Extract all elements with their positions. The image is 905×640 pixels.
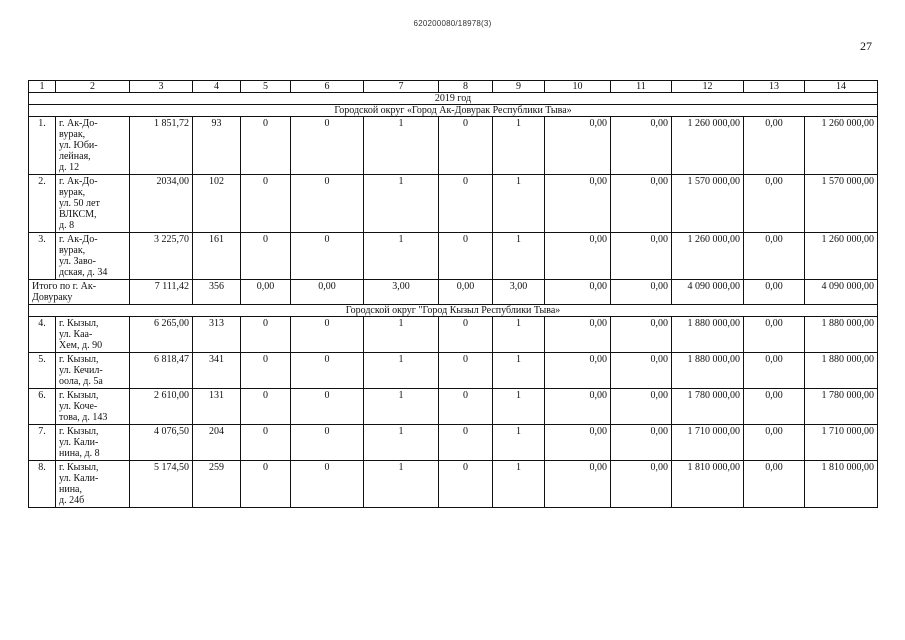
value-cell: 0,00: [545, 461, 611, 508]
col-number: 2: [56, 81, 130, 93]
value-cell: 102: [193, 175, 241, 233]
col-number: 14: [805, 81, 878, 93]
total-value: 0,00: [241, 280, 291, 305]
address-line: вурак,: [59, 129, 86, 140]
value-cell: 1: [364, 117, 439, 175]
address-line: ул. Кали-: [59, 473, 99, 484]
value-cell: 0: [439, 353, 493, 389]
value-cell: 0,00: [545, 353, 611, 389]
page-number: 27: [860, 39, 872, 53]
group-title-row: [29, 105, 878, 117]
value-cell: 5 174,50: [130, 461, 193, 508]
value-cell: 1 260 000,00: [805, 117, 878, 175]
value-cell: 0,00: [611, 317, 672, 353]
value-cell: 0,00: [744, 117, 805, 175]
address-cell: [56, 425, 130, 461]
value-cell: 341: [193, 353, 241, 389]
address-line: г. Ак-До-: [59, 118, 98, 129]
value-cell: 0,00: [611, 389, 672, 425]
row-number: 2.: [29, 175, 56, 233]
row-number: 3.: [29, 233, 56, 280]
col-number: 10: [545, 81, 611, 93]
address-line: г. Ак-До-: [59, 176, 98, 187]
total-value: 3,00: [493, 280, 545, 305]
address-line: ул. Заво-: [59, 256, 96, 267]
value-cell: 0,00: [611, 425, 672, 461]
col-number: 4: [193, 81, 241, 93]
value-cell: 1: [364, 461, 439, 508]
value-cell: 1: [493, 353, 545, 389]
address-line: лейная,: [59, 151, 91, 162]
value-cell: 1 780 000,00: [805, 389, 878, 425]
address-line: г. Кызыл,: [59, 354, 99, 365]
row-number: 1.: [29, 117, 56, 175]
value-cell: 0,00: [545, 389, 611, 425]
address-line: ул. Юби-: [59, 140, 98, 151]
table-row: [29, 425, 878, 461]
table-row: [29, 117, 878, 175]
value-cell: 1: [364, 317, 439, 353]
value-cell: 0,00: [744, 425, 805, 461]
total-value: 0,00: [291, 280, 364, 305]
address-line: ул. Кечил-: [59, 365, 103, 376]
value-cell: 0: [291, 461, 364, 508]
address-cell: [56, 233, 130, 280]
address-line: ВЛКСМ,: [59, 209, 97, 220]
value-cell: 0: [439, 425, 493, 461]
address-line: ул. Кали-: [59, 437, 99, 448]
value-cell: 1: [493, 117, 545, 175]
value-cell: 131: [193, 389, 241, 425]
column-number-row: [29, 81, 878, 93]
value-cell: 1: [493, 425, 545, 461]
address-cell: [56, 117, 130, 175]
address-line: нина,: [59, 484, 82, 495]
address-line: д. 24б: [59, 495, 85, 506]
address-line: Хем, д. 90: [59, 340, 103, 351]
value-cell: 1: [364, 233, 439, 280]
col-number: 7: [364, 81, 439, 93]
total-row: [29, 280, 878, 305]
total-value: 7 111,42: [130, 280, 193, 305]
value-cell: 6 265,00: [130, 317, 193, 353]
total-value: 0,00: [744, 280, 805, 305]
address-line: оола, д. 5а: [59, 376, 103, 387]
table-row: [29, 389, 878, 425]
table-row: [29, 233, 878, 280]
value-cell: 4 076,50: [130, 425, 193, 461]
document-id: 620200080/18978(3): [413, 19, 492, 28]
value-cell: 0,00: [611, 117, 672, 175]
address-cell: [56, 353, 130, 389]
value-cell: 3 225,70: [130, 233, 193, 280]
value-cell: 0: [241, 117, 291, 175]
value-cell: 0,00: [611, 461, 672, 508]
value-cell: 1 260 000,00: [672, 233, 744, 280]
value-cell: 0: [439, 461, 493, 508]
row-number: 6.: [29, 389, 56, 425]
row-number: 8.: [29, 461, 56, 508]
value-cell: 1: [364, 425, 439, 461]
year-row: [29, 93, 878, 105]
address-cell: [56, 389, 130, 425]
total-label-line: Довураку: [32, 292, 73, 303]
value-cell: 0: [291, 425, 364, 461]
total-label-line: Итого по г. Ак-: [32, 281, 97, 292]
value-cell: 0: [439, 233, 493, 280]
address-cell: [56, 461, 130, 508]
address-cell: [56, 317, 130, 353]
value-cell: 0: [439, 117, 493, 175]
total-value: 0,00: [545, 280, 611, 305]
address-line: г. Кызыл,: [59, 426, 99, 437]
value-cell: 0,00: [545, 425, 611, 461]
value-cell: 259: [193, 461, 241, 508]
value-cell: 1 810 000,00: [805, 461, 878, 508]
value-cell: 2034,00: [130, 175, 193, 233]
value-cell: 0: [439, 389, 493, 425]
value-cell: 0: [439, 317, 493, 353]
table-row: [29, 461, 878, 508]
total-value: 4 090 000,00: [805, 280, 878, 305]
col-number: 5: [241, 81, 291, 93]
value-cell: 1: [493, 461, 545, 508]
value-cell: 1 570 000,00: [672, 175, 744, 233]
table-body: [29, 81, 878, 508]
row-number: 4.: [29, 317, 56, 353]
address-line: дская, д. 34: [59, 267, 108, 278]
value-cell: 0,00: [744, 233, 805, 280]
value-cell: 0,00: [744, 461, 805, 508]
value-cell: 1 260 000,00: [672, 117, 744, 175]
group-title: Городской округ "Город Кызыл Республики Тыва»: [29, 305, 878, 317]
group-title-row: [29, 305, 878, 317]
value-cell: 2 610,00: [130, 389, 193, 425]
value-cell: 0,00: [744, 175, 805, 233]
value-cell: 1 710 000,00: [805, 425, 878, 461]
value-cell: 0,00: [545, 117, 611, 175]
address-line: ул. Коче-: [59, 401, 98, 412]
value-cell: 0: [291, 175, 364, 233]
value-cell: 0: [241, 389, 291, 425]
address-line: г. Кызыл,: [59, 390, 99, 401]
value-cell: 6 818,47: [130, 353, 193, 389]
value-cell: 0: [291, 317, 364, 353]
value-cell: 0: [439, 175, 493, 233]
value-cell: 0: [241, 317, 291, 353]
value-cell: 0,00: [744, 389, 805, 425]
value-cell: 1: [364, 389, 439, 425]
value-cell: 0: [241, 175, 291, 233]
table-row: [29, 175, 878, 233]
address-line: вурак,: [59, 187, 86, 198]
value-cell: 0: [241, 233, 291, 280]
value-cell: 0: [291, 233, 364, 280]
group-title: Городской округ «Город Ак-Довурак Республики Тыва»: [29, 105, 878, 117]
value-cell: 0: [291, 117, 364, 175]
value-cell: 1 851,72: [130, 117, 193, 175]
value-cell: 0,00: [545, 233, 611, 280]
value-cell: 0,00: [744, 353, 805, 389]
data-table: [28, 80, 878, 508]
table-row: [29, 317, 878, 353]
value-cell: 1 880 000,00: [672, 317, 744, 353]
total-value: 4 090 000,00: [672, 280, 744, 305]
value-cell: 1 880 000,00: [672, 353, 744, 389]
value-cell: 0,00: [545, 317, 611, 353]
value-cell: 204: [193, 425, 241, 461]
value-cell: 0,00: [611, 175, 672, 233]
value-cell: 0,00: [611, 353, 672, 389]
col-number: 1: [29, 81, 56, 93]
value-cell: 0,00: [744, 317, 805, 353]
value-cell: 1: [493, 233, 545, 280]
year-label: 2019 год: [29, 93, 878, 105]
value-cell: 1: [493, 389, 545, 425]
col-number: 12: [672, 81, 744, 93]
col-number: 11: [611, 81, 672, 93]
value-cell: 1: [364, 175, 439, 233]
value-cell: 1 780 000,00: [672, 389, 744, 425]
value-cell: 0,00: [545, 175, 611, 233]
address-line: ул. 50 лет: [59, 198, 100, 209]
value-cell: 93: [193, 117, 241, 175]
value-cell: 0: [241, 425, 291, 461]
address-line: вурак,: [59, 245, 86, 256]
value-cell: 0: [291, 389, 364, 425]
address-cell: [56, 175, 130, 233]
value-cell: 1 570 000,00: [805, 175, 878, 233]
value-cell: 161: [193, 233, 241, 280]
value-cell: 1: [493, 175, 545, 233]
col-number: 9: [493, 81, 545, 93]
value-cell: 0,00: [611, 233, 672, 280]
address-line: г. Ак-До-: [59, 234, 98, 245]
address-line: това, д. 143: [59, 412, 108, 423]
value-cell: 1 880 000,00: [805, 353, 878, 389]
address-line: д. 8: [59, 220, 75, 231]
address-line: г. Кызыл,: [59, 318, 99, 329]
total-value: 356: [193, 280, 241, 305]
total-value: 0,00: [611, 280, 672, 305]
value-cell: 1: [364, 353, 439, 389]
table-row: [29, 353, 878, 389]
value-cell: 1 260 000,00: [805, 233, 878, 280]
address-line: ул. Каа-: [59, 329, 93, 340]
address-line: г. Кызыл,: [59, 462, 99, 473]
address-line: нина, д. 8: [59, 448, 100, 459]
value-cell: 0: [241, 353, 291, 389]
value-cell: 0: [291, 353, 364, 389]
value-cell: 0: [241, 461, 291, 508]
value-cell: 1: [493, 317, 545, 353]
total-value: 0,00: [439, 280, 493, 305]
row-number: 5.: [29, 353, 56, 389]
total-label: [29, 280, 130, 305]
value-cell: 1 810 000,00: [672, 461, 744, 508]
col-number: 3: [130, 81, 193, 93]
value-cell: 1 710 000,00: [672, 425, 744, 461]
value-cell: 1 880 000,00: [805, 317, 878, 353]
address-line: д. 12: [59, 162, 80, 173]
value-cell: 313: [193, 317, 241, 353]
col-number: 13: [744, 81, 805, 93]
row-number: 7.: [29, 425, 56, 461]
total-value: 3,00: [364, 280, 439, 305]
col-number: 6: [291, 81, 364, 93]
col-number: 8: [439, 81, 493, 93]
